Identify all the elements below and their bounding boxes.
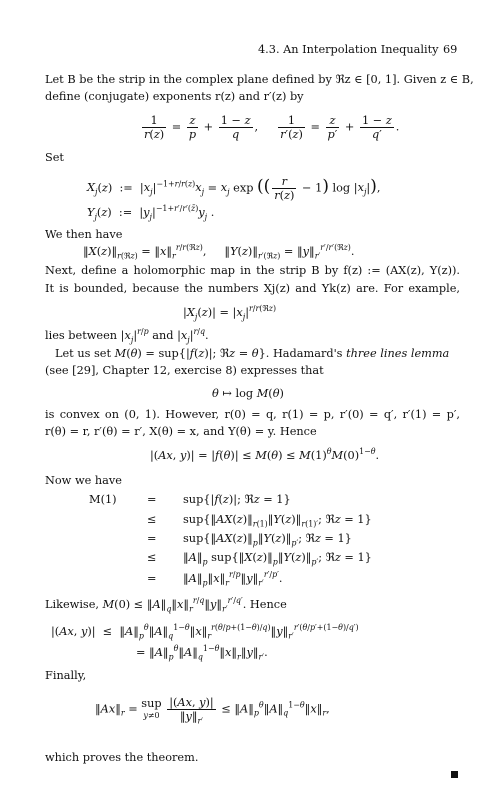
text-line: Next, define a holomorphic map in the strip B by f(z) := (AX(z), Y(z)). — [45, 264, 460, 277]
ineq-line-2: = $‖A‖_p^\theta‖A‖_q^{1-\theta}‖x‖_r‖y‖_{r'}$. — [136, 644, 268, 662]
text-line: We then have — [45, 228, 123, 241]
text-line: Let us set M(θ) = sup{|f(z)|; ℜz = θ}. Hadamard's three lines lemma — [55, 347, 450, 360]
rel-1: = — [147, 493, 157, 506]
equation-norms: $‖X(z)‖_{r(ℜz)}$ = $‖x‖_r^{r/r(ℜz)}$, $‖Y(z)‖_{r'(ℜz)}$ = $‖y‖_{r'}^{r'/r'(ℜz)}$. — [83, 243, 355, 261]
equation-final: $‖Ax‖_r$ = sup y≠0 $\frac{|(Ax, y)|}{‖y‖_{r'}}$ ≤ $‖A‖_p^\theta‖A‖_q^{1-\theta}‖x‖_r$, — [95, 696, 330, 726]
equation-theta: θ ↦ log M(θ) — [212, 387, 284, 400]
m1-lhs: M(1) — [89, 493, 117, 506]
m1-row: $‖A‖_p$ $sup\{‖X(z)‖_p‖Y(z)‖_{p'}$; ℜz = 1} — [183, 551, 372, 567]
text-line: Set — [45, 151, 64, 164]
text-line: (see [29], Chapter 12, exercise 8) expresses that — [45, 364, 324, 377]
rel-3: = — [147, 532, 157, 545]
m1-row: $‖A‖_p‖x‖_r^{r/p}‖y‖_{r'}^{r'/p'}$. — [183, 570, 283, 588]
rel-2: ≤ — [147, 513, 157, 526]
page-number: 69 — [443, 43, 458, 56]
text-line: Let B be the strip in the complex plane defined by ℜz ∈ [0, 1]. Given z ∈ B, — [45, 73, 474, 86]
m1-row: sup{|f(z)|; ℜz = 1} — [183, 493, 291, 506]
text-line: It is bounded, because the numbers Xj(z) and Yk(z) are. For example, — [45, 282, 460, 295]
running-header: 4.3. An Interpolation Inequality — [258, 43, 439, 56]
text-line: define (conjugate) exponents r(z) and r′(z) by — [45, 90, 304, 103]
equation-abs-X: $|X_j(z)| = |x_j|^{r/r(ℜz)}$ — [183, 304, 277, 322]
rel-4: ≤ — [147, 551, 157, 564]
qed-symbol — [451, 771, 458, 778]
equation-Y: $Y_j(z)$ := $|y_j|^{-1+r'/r'(z̄)}y_j$ . — [87, 204, 215, 222]
text-line: which proves the theorem. — [45, 751, 199, 764]
text-line: Likewise, $M(0) \le ‖A‖_q‖x‖_r^{r/q}‖y‖_{r'}^{r'/q'}$. Hence — [45, 596, 287, 614]
text-line: r(θ) = r, r′(θ) = r′, X(θ) = x, and Y(θ) = y. Hence — [45, 425, 317, 438]
rel-5: = — [147, 572, 157, 585]
three-lines-lemma-term: three lines lemma — [346, 347, 450, 360]
text-line: Finally, — [45, 669, 87, 682]
text-line: is convex on (0, 1). However, r(0) = q, r(1) = p, r′(0) = q′, r′(1) = p′, — [45, 408, 460, 421]
m1-row: $sup\{‖AX(z)‖_{r(1)}‖Y(z)‖_{r(1)'}$; ℜz = 1} — [183, 513, 372, 529]
text-line: lies between $|x_j|^{r/p}$ and $|x_j|^{r/q}$. — [45, 327, 209, 345]
text-line: Now we have — [45, 474, 122, 487]
equation-exponents: $\frac{1}{r(z)}$ = $\frac{z}{p}$ + $\frac{1 - z}{q}$ , $\frac{1}{r'(z)}$ = $\frac{z}{p'}$ + $\frac{1 - z}{q'}$ . — [144, 114, 400, 141]
ineq-line-1: |(Ax, $y)| \le ‖A‖_p^\theta‖A‖_q^{1-\theta}‖x‖_r^{r(\theta/p+(1-\theta)/q)}‖y‖_{r'}^{r'(\theta/p'+(1-\theta)/q')}$ — [51, 623, 359, 641]
equation-X: $X_j(z)$ := $|x_j|^{-1+r/r(z)}x_j = x_j$ exp (( $\frac{r}{r(z)}$ − 1) $\log |x_j|$), — [87, 175, 381, 202]
equation-hence: |(Ax, $y)| = |f(\theta)| \le M(\theta) \le M(1)^\theta M(0)^{1-\theta}$. — [150, 447, 380, 462]
m1-row: $sup\{‖AX(z)‖_p‖Y(z)‖_{p'}$; ℜz = 1} — [183, 532, 352, 548]
